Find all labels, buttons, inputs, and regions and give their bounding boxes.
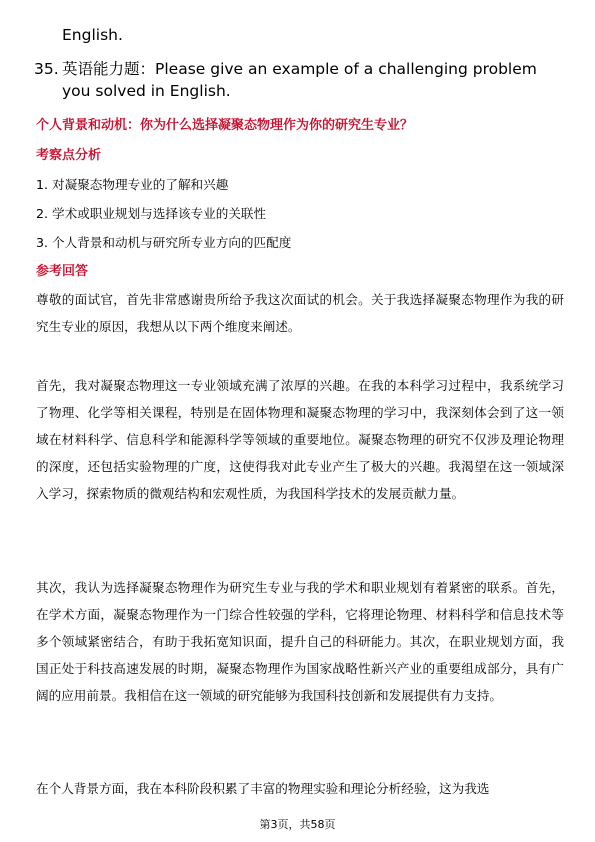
analysis-heading: 考察点分析 [36, 148, 102, 163]
question-text: 英语能力题：Please give an example of a challenging problem you solved in English. [62, 60, 537, 100]
answer-paragraph: 尊敬的面试官，首先非常感谢贵所给予我这次面试的机会。关于我选择凝聚态物理作为我的研究生专业的原因，我想从以下两个维度来阐述。 [36, 292, 564, 334]
analysis-list [36, 170, 291, 257]
list-item: 2. 学术或职业规划与选择该专业的关联性 [36, 206, 267, 221]
list-item: 1. 对凝聚态物理专业的了解和兴趣 [36, 177, 229, 192]
answer-paragraph: 首先，我对凝聚态物理这一专业领域充满了浓厚的兴趣。在我的本科学习过程中，我系统学习了物理、化学等相关课程，特别是在固体物理和凝聚态物理的学习中，我深刻体会到了这一领域在材料科学、信息科学和能源科学等领域的重要地位。凝聚态物理的研究不仅涉及理论物理的深度，还包括实验物理的广度，这使得我对此专业产生了极大的兴趣。我渴望在这一领域深入学习，探索物质的微观结构和宏观性质，为我国科学技术的发展贡献力量。 [36, 378, 564, 501]
answer-paragraph: 在个人背景方面，我在本科阶段积累了丰富的物理实验和理论分析经验，这为我选 [36, 781, 490, 796]
continuation-text: English. [62, 26, 123, 44]
page-footer: 第3页，共58页 [259, 818, 336, 831]
question-heading: 个人背景和动机：你为什么选择凝聚态物理作为你的研究生专业？ [36, 118, 414, 133]
question-number: 35. [34, 60, 59, 78]
list-item: 3. 个人背景和动机与研究所专业方向的匹配度 [36, 235, 292, 250]
answer-paragraph: 其次，我认为选择凝聚态物理作为研究生专业与我的学术和职业规划有着紧密的联系。首先，在学术方面，凝聚态物理作为一门综合性较强的学科，它将理论物理、材料科学和信息技术等多个领域紧密结合，有助于我拓宽知识面，提升自己的科研能力。其次，在职业规划方面，我国正处于科技高速发展的时期，凝聚态物理作为国家战略性新兴产业的重要组成部分，具有广阔的应用前景。我相信在这一领域的研究能够为我国科技创新和发展提供有力支持。 [36, 580, 564, 703]
answer-heading: 参考回答 [36, 264, 89, 279]
